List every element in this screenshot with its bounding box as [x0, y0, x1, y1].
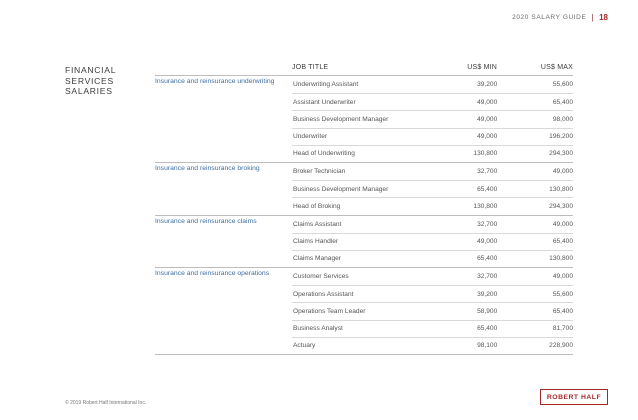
- cell-max-salary: 65,400: [552, 98, 573, 106]
- cell-job-title: Customer Services: [293, 273, 349, 281]
- table-row: [292, 250, 573, 267]
- page-header: [512, 13, 608, 22]
- section-title: [65, 65, 116, 97]
- cell-min-salary: 65,400: [477, 325, 498, 333]
- guide-title: 2020 SALARY GUIDE: [512, 14, 587, 21]
- table-row: [292, 93, 573, 110]
- cell-job-title: Underwriting Assistant: [293, 81, 359, 89]
- group-rows: [292, 76, 573, 162]
- group-rows: [292, 268, 573, 354]
- cell-job-title: Claims Manager: [293, 255, 342, 263]
- page-number: 18: [599, 13, 608, 22]
- cell-max-salary: 81,700: [552, 325, 573, 333]
- cell-max-salary: 228,900: [549, 342, 573, 350]
- cell-job-title: Head of Broking: [293, 202, 341, 210]
- table-row: [292, 76, 573, 93]
- cell-job-title: Assistant Underwriter: [293, 98, 356, 106]
- cell-min-salary: 130,800: [473, 150, 498, 158]
- cell-max-salary: 55,600: [552, 81, 573, 89]
- cell-job-title: Broker Technician: [293, 168, 346, 176]
- column-header-min: US$ MIN: [467, 64, 497, 71]
- group-rows: [292, 163, 573, 215]
- table-group: [155, 75, 573, 162]
- section-title-line: SERVICES: [65, 75, 114, 86]
- cell-min-salary: 39,200: [477, 81, 498, 89]
- table-row: [292, 145, 573, 162]
- table-row: [292, 337, 573, 354]
- cell-min-salary: 130,800: [473, 202, 498, 210]
- group-label: Insurance and reinsurance underwriting: [155, 78, 275, 85]
- section-title-line: SALARIES: [65, 86, 113, 96]
- cell-max-salary: 65,400: [552, 238, 573, 246]
- salary-table: [155, 60, 573, 355]
- cell-min-salary: 32,700: [477, 273, 498, 281]
- table-row: [292, 197, 573, 214]
- cell-min-salary: 49,000: [477, 133, 498, 141]
- cell-job-title: Head of Underwriting: [293, 150, 355, 158]
- table-row: [292, 216, 573, 233]
- cell-min-salary: 65,400: [477, 185, 498, 193]
- table-group: [155, 267, 573, 354]
- section-title-line: FINANCIAL: [65, 65, 117, 75]
- cell-job-title: Claims Assistant: [293, 220, 342, 228]
- cell-max-salary: 130,800: [549, 185, 573, 193]
- cell-min-salary: 32,700: [477, 220, 498, 228]
- group-label: Insurance and reinsurance operations: [155, 270, 270, 278]
- table-row: [292, 302, 573, 319]
- table-row: [292, 285, 573, 302]
- table-group: [155, 215, 573, 268]
- header-separator: |: [591, 13, 595, 22]
- cell-max-salary: 49,000: [552, 273, 573, 281]
- cell-min-salary: 49,000: [477, 98, 498, 106]
- table-row: [292, 180, 573, 197]
- cell-min-salary: 32,700: [477, 168, 498, 176]
- group-rows: [292, 216, 573, 268]
- group-label: Insurance and reinsurance broking: [155, 164, 260, 172]
- cell-min-salary: 65,400: [477, 255, 498, 263]
- group-label: Insurance and reinsurance claims: [155, 217, 257, 225]
- cell-max-salary: 98,000: [552, 115, 573, 123]
- table-row: [292, 128, 573, 145]
- column-header-max: US$ MAX: [540, 64, 573, 71]
- table-row: [292, 268, 573, 285]
- cell-min-salary: 49,000: [477, 115, 498, 123]
- cell-job-title: Operations Team Leader: [293, 308, 366, 316]
- table-row: [292, 320, 573, 337]
- table-row: [292, 233, 573, 250]
- cell-min-salary: 49,000: [477, 238, 498, 246]
- brand-logo: ROBERT HALF: [540, 389, 608, 405]
- cell-job-title: Actuary: [293, 342, 316, 350]
- cell-job-title: Operations Assistant: [293, 290, 354, 298]
- cell-min-salary: 39,200: [477, 290, 498, 298]
- table-body: [155, 75, 573, 354]
- cell-max-salary: 294,300: [549, 150, 573, 158]
- cell-max-salary: 196,200: [549, 133, 573, 141]
- cell-job-title: Business Development Manager: [293, 115, 389, 123]
- cell-min-salary: 98,100: [477, 342, 498, 350]
- table-row: [292, 163, 573, 180]
- cell-job-title: Claims Handler: [293, 238, 339, 246]
- cell-job-title: Underwriter: [293, 133, 328, 141]
- cell-max-salary: 65,400: [552, 308, 573, 316]
- cell-max-salary: 49,000: [552, 168, 573, 176]
- table-header-row: [155, 60, 573, 75]
- cell-max-salary: 55,600: [552, 290, 573, 298]
- column-header-job-title: JOB TITLE: [292, 64, 329, 71]
- cell-job-title: Business Analyst: [293, 325, 343, 333]
- table-row: [292, 110, 573, 127]
- cell-max-salary: 294,300: [549, 202, 573, 210]
- table-bottom-rule: [155, 354, 573, 355]
- cell-job-title: Business Development Manager: [293, 185, 389, 193]
- table-group: [155, 162, 573, 215]
- cell-min-salary: 58,900: [477, 308, 498, 316]
- copyright-text: © 2019 Robert Half International Inc.: [65, 400, 147, 406]
- cell-max-salary: 130,800: [549, 255, 573, 263]
- cell-max-salary: 49,000: [552, 220, 573, 228]
